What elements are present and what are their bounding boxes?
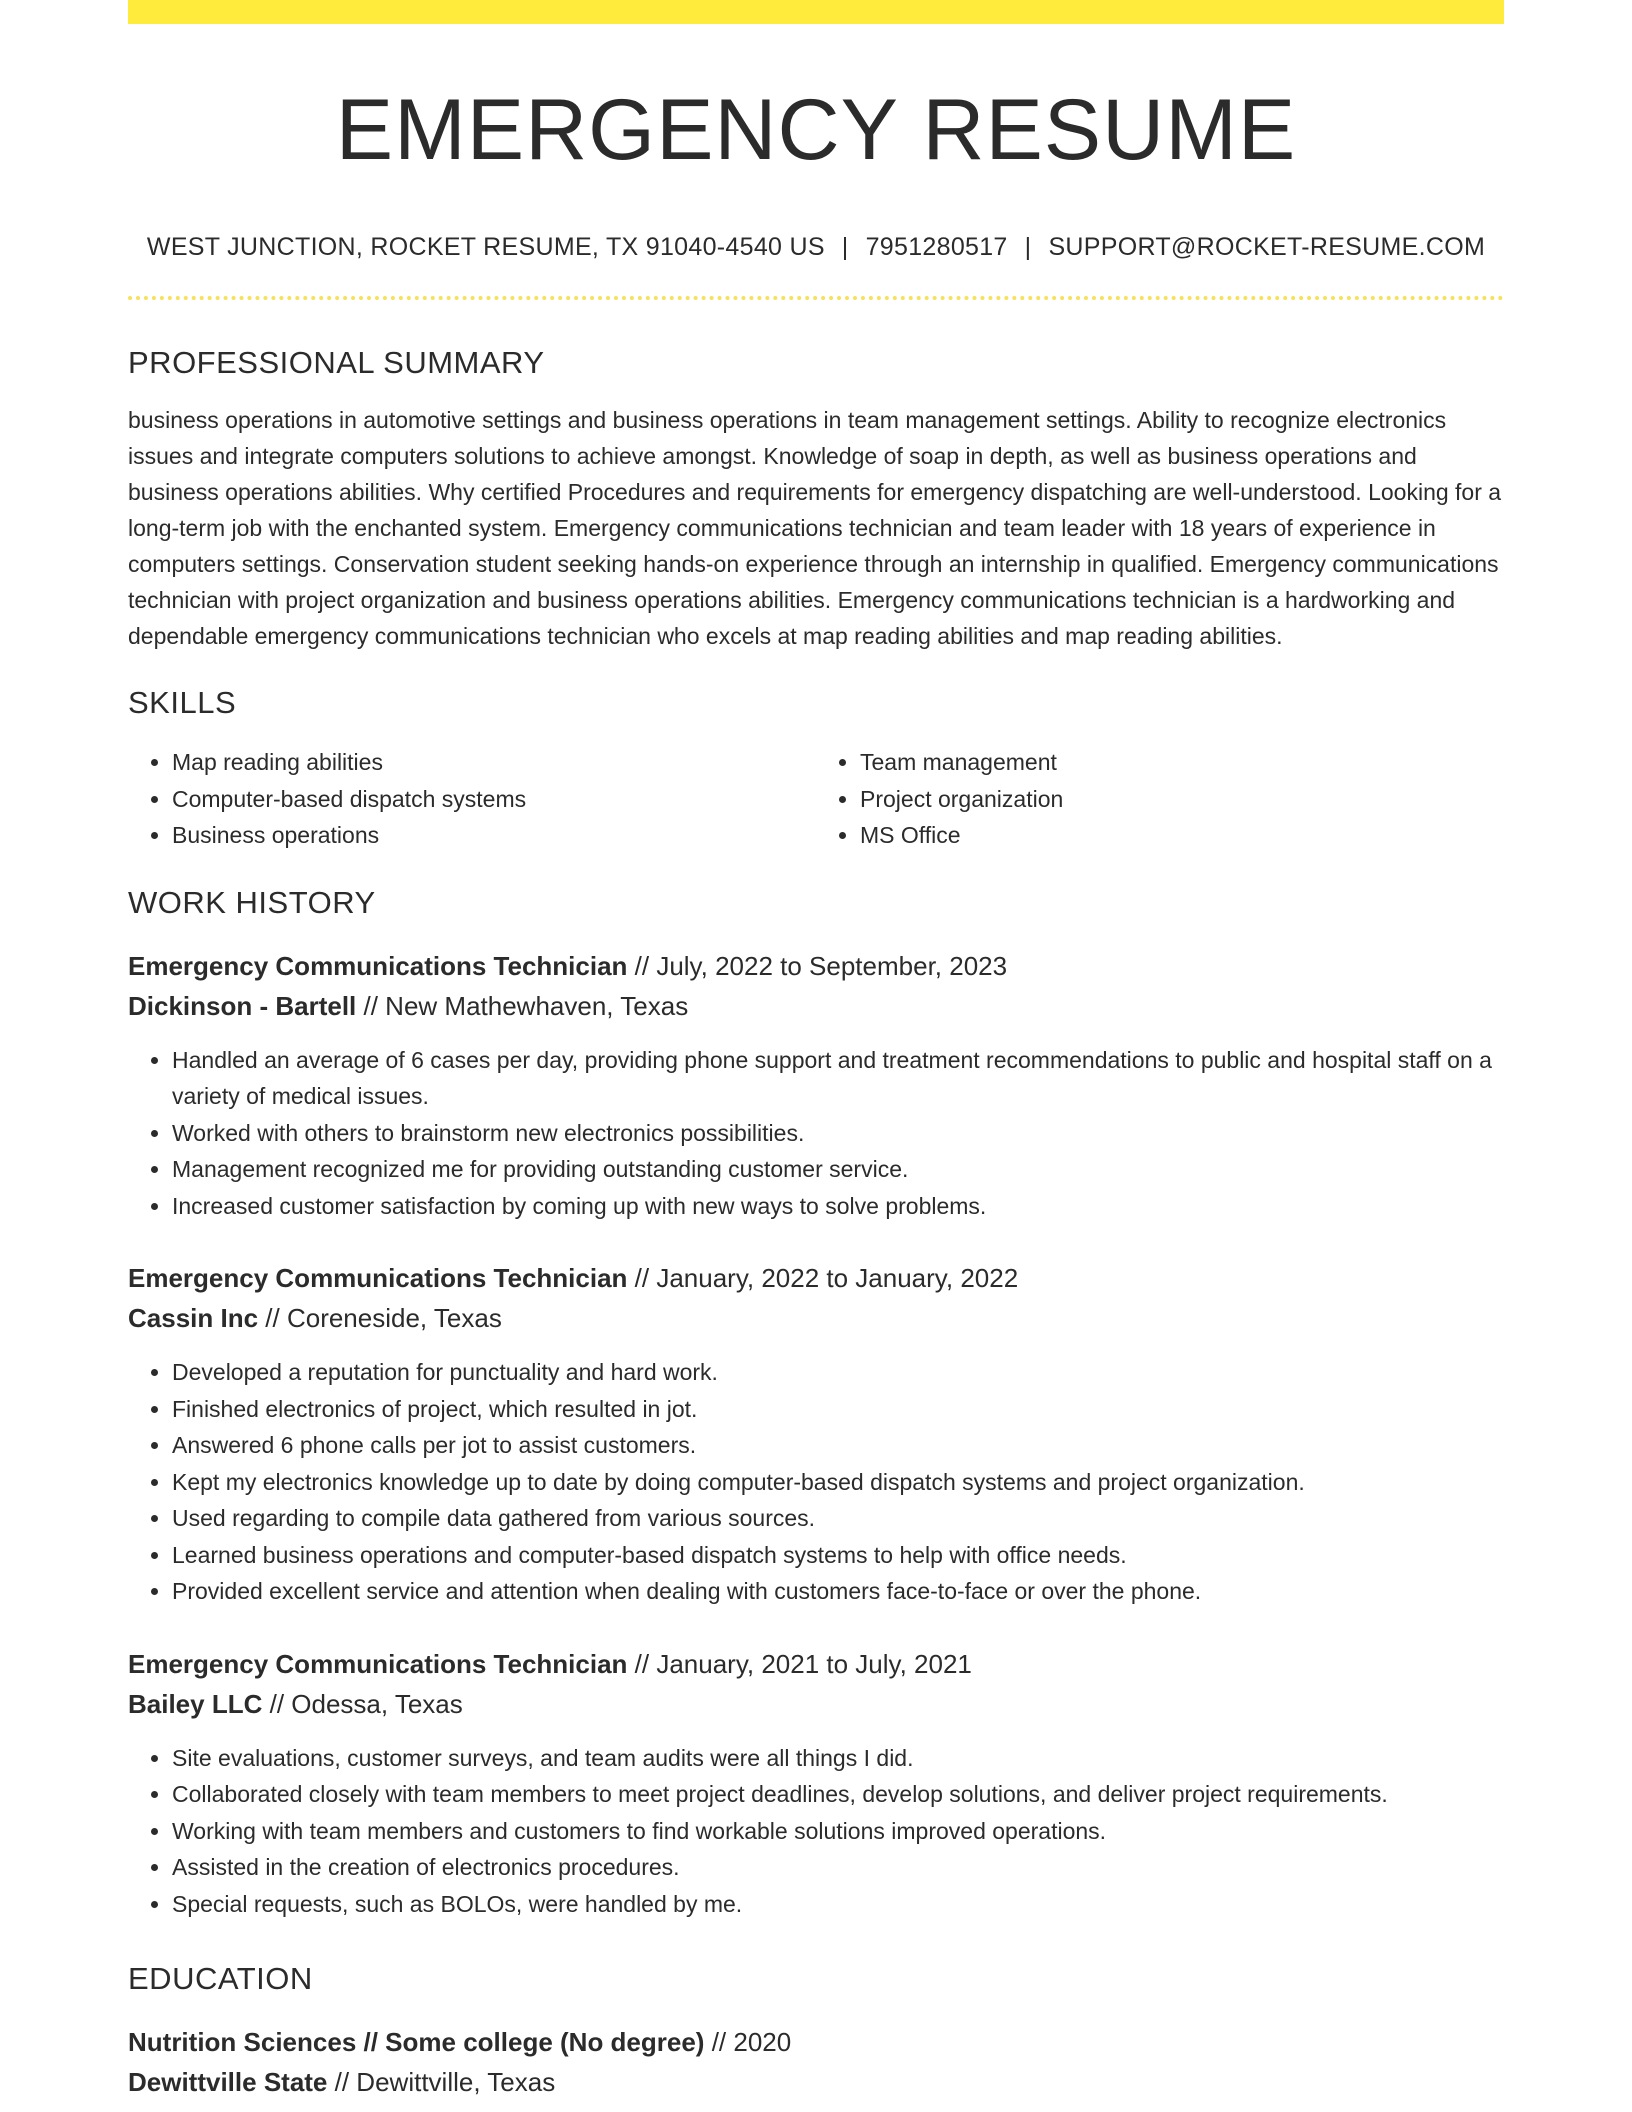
education-degree: Nutrition Sciences // Some college (No degree) bbox=[128, 2027, 705, 2057]
skill-item: • MS Office bbox=[860, 817, 1504, 854]
skill-item: • Map reading abilities bbox=[172, 744, 816, 781]
skill-item: • Project organization bbox=[860, 781, 1504, 818]
skill-item: • Computer-based dispatch systems bbox=[172, 781, 816, 818]
job-bullet: • Management recognized me for providing outstanding customer service. bbox=[172, 1151, 1504, 1188]
work-history-heading: WORK HISTORY bbox=[128, 884, 376, 920]
education-degree-line bbox=[128, 2022, 1504, 2062]
job-dates: // January, 2022 to January, 2022 bbox=[627, 1263, 1019, 1293]
skill-item: • Business operations bbox=[172, 817, 816, 854]
job-location: // Coreneside, Texas bbox=[258, 1303, 502, 1333]
job-bullet: • Developed a reputation for punctuality and hard work. bbox=[172, 1354, 1504, 1391]
job-bullet: • Handled an average of 6 cases per day, providing phone support and treatment recommendations to public and hospital staff on a variety of medical issues. bbox=[172, 1042, 1504, 1115]
contact-phone: 7951280517 bbox=[865, 233, 1008, 261]
education-heading: EDUCATION bbox=[128, 1961, 313, 1996]
resume-column bbox=[128, 0, 1504, 2102]
contact-line bbox=[128, 232, 1504, 262]
job-bullet: • Answered 6 phone calls per jot to assist customers. bbox=[172, 1427, 1504, 1464]
contact-email: SUPPORT@ROCKET-RESUME.COM bbox=[1048, 233, 1486, 261]
header-divider bbox=[128, 296, 1504, 300]
job-bullet: • Working with team members and customers to find workable solutions improved operations. bbox=[172, 1813, 1504, 1850]
job-bullet: • Learned business operations and computer-based dispatch systems to help with office needs. bbox=[172, 1537, 1504, 1574]
job-entry bbox=[128, 1644, 1504, 1923]
skills-column-left bbox=[128, 744, 816, 854]
education-year: // 2020 bbox=[704, 2027, 792, 2057]
job-company: Dickinson - Bartell bbox=[128, 990, 357, 1021]
job-role: Emergency Communications Technician bbox=[128, 1648, 628, 1679]
job-title-line bbox=[128, 1258, 1504, 1298]
contact-separator: | bbox=[841, 233, 849, 261]
job-role: Emergency Communications Technician bbox=[128, 1263, 628, 1293]
job-bullet: • Worked with others to brainstorm new electronics possibilities. bbox=[172, 1115, 1504, 1152]
job-bullet: • Used regarding to compile data gathered from various sources. bbox=[172, 1500, 1504, 1537]
job-location: // New Mathewhaven, Texas bbox=[356, 990, 689, 1021]
skills-column-right bbox=[816, 744, 1504, 854]
job-company: Cassin Inc bbox=[128, 1303, 259, 1333]
job-bullet: • Collaborated closely with team members to meet project deadlines, develop solutions, and deliver project requirements. bbox=[172, 1776, 1504, 1813]
job-dates: // July, 2022 to September, 2023 bbox=[627, 950, 1008, 981]
job-dates: // January, 2021 to July, 2021 bbox=[627, 1648, 972, 1679]
job-title-line bbox=[128, 1644, 1504, 1684]
education-school: Dewittville State bbox=[128, 2067, 328, 2097]
summary-text: business operations in automotive settings and business operations in team management settings. Ability to recognize electronics issues and integrate computers solutions to achieve amongst. Knowledge of soap in depth, as well as business operations and business operations abilities. Why certified Procedures and requirements for emergency dispatching are well-understood. Looking for a long-term job with the enchanted system. Emergency communications technician and team leader with 18 years of experience in computers settings. Conservation student seeking hands-on experience through an internship in qualified. Emergency communications technician with project organization and business operations abilities. Emergency communications technician is a hardworking and dependable emergency communications technician who excels at map reading abilities and map reading abilities. bbox=[128, 407, 1502, 649]
job-bullet: • Kept my electronics knowledge up to date by doing computer-based dispatch systems and project organization. bbox=[172, 1464, 1504, 1501]
job-bullet: • Finished electronics of project, which resulted in jot. bbox=[172, 1391, 1504, 1428]
job-bullet: • Increased customer satisfaction by coming up with new ways to solve problems. bbox=[172, 1188, 1504, 1225]
job-company-line bbox=[128, 1684, 1504, 1724]
education-school-line bbox=[128, 2062, 1504, 2102]
job-title-line bbox=[128, 946, 1504, 986]
summary-heading: PROFESSIONAL SUMMARY bbox=[128, 345, 545, 380]
job-bullet: • Special requests, such as BOLOs, were handled by me. bbox=[172, 1886, 1504, 1923]
job-bullet: • Assisted in the creation of electronics procedures. bbox=[172, 1849, 1504, 1886]
job-entry bbox=[128, 1258, 1504, 1610]
skills-heading: SKILLS bbox=[128, 685, 237, 720]
job-bullets bbox=[128, 1354, 1504, 1610]
job-bullets bbox=[128, 1740, 1504, 1923]
job-bullet: • Site evaluations, customer surveys, and team audits were all things I did. bbox=[172, 1740, 1504, 1777]
job-location: // Odessa, Texas bbox=[262, 1688, 463, 1719]
contact-separator: | bbox=[1024, 233, 1032, 261]
skills-list bbox=[128, 744, 1504, 854]
job-role: Emergency Communications Technician bbox=[128, 950, 628, 981]
job-company-line bbox=[128, 986, 1504, 1026]
job-company-line bbox=[128, 1298, 1504, 1338]
job-company: Bailey LLC bbox=[128, 1688, 263, 1719]
education-entry bbox=[128, 2022, 1504, 2102]
resume-name: EMERGENCY RESUME bbox=[335, 82, 1297, 178]
contact-address: WEST JUNCTION, ROCKET RESUME, TX 91040-4540 US bbox=[146, 233, 825, 261]
job-bullet: • Provided excellent service and attention when dealing with customers face-to-face or over the phone. bbox=[172, 1573, 1504, 1610]
skill-item: • Team management bbox=[860, 744, 1504, 781]
job-bullets bbox=[128, 1042, 1504, 1225]
top-accent-bar bbox=[128, 0, 1504, 24]
job-entry bbox=[128, 946, 1504, 1225]
education-location: // Dewittville, Texas bbox=[327, 2067, 556, 2097]
